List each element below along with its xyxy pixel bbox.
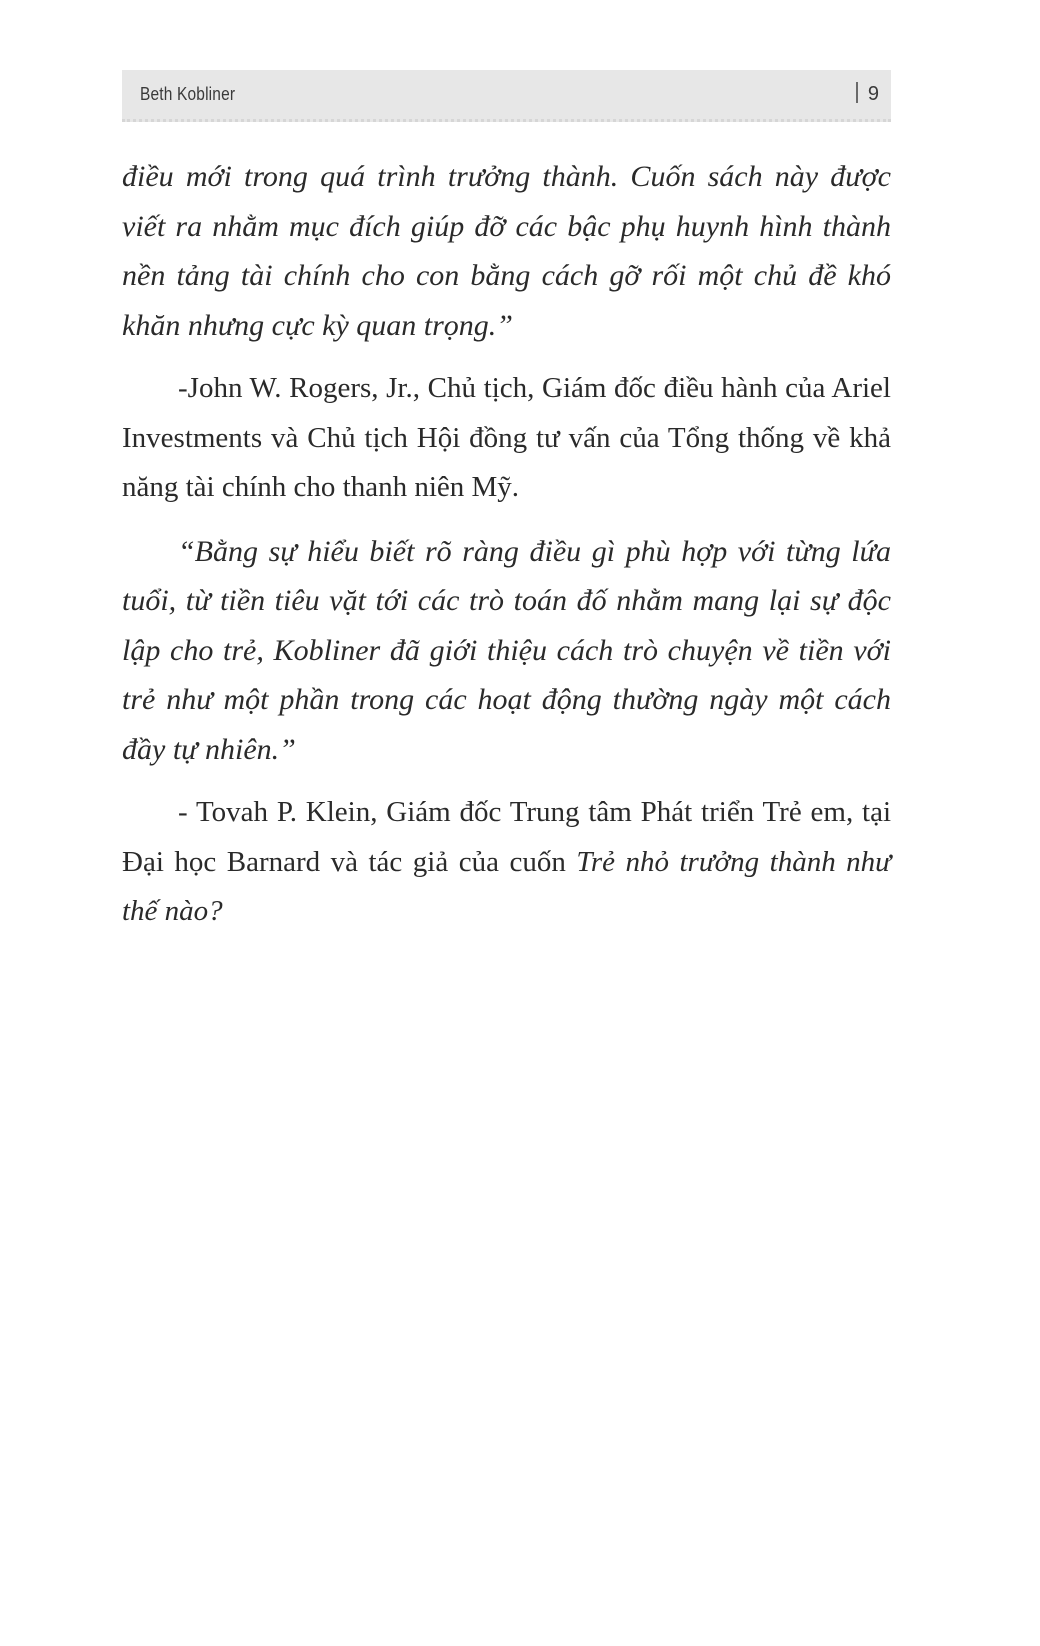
page-number	[856, 82, 879, 106]
attribution-2-text: - Tovah P. Klein, Giám đốc Trung tâm Phát triển Trẻ em, tại Đại học Barnard và tác giả của cuốn	[122, 796, 891, 878]
header-author: Beth Kobliner	[140, 84, 236, 104]
page-body	[122, 152, 891, 937]
attribution-1: -John W. Rogers, Jr., Chủ tịch, Giám đốc điều hành của Ariel Investments và Chủ tịch Hội đồng tư vấn của Tổng thống về khả năng tài chính cho thanh niên Mỹ.	[122, 372, 891, 503]
quote-2: “Bằng sự hiểu biết rõ ràng điều gì phù hợp với từng lứa tuổi, từ tiền tiêu vặt tới các trò toán đố nhằm mang lại sự độc lập cho trẻ, Kobliner đã giới thiệu cách trò chuyện về tiền với trẻ như một phần trong các hoạt động thường ngày một cách đầy tự nhiên.”	[122, 534, 891, 766]
quote-1-continuation: điều mới trong quá trình trưởng thành. Cuốn sách này được viết ra nhằm mục đích giúp đỡ các bậc phụ huynh hình thành nền tảng tài chính cho con bằng cách gỡ rối một chủ đề khó khăn nhưng cực kỳ quan trọng.”	[122, 160, 891, 342]
book-title: Trẻ nhỏ trưởng thành như thế nào?	[122, 845, 892, 927]
attribution-2	[122, 788, 891, 937]
header-divider	[856, 82, 858, 103]
running-header	[122, 70, 891, 122]
page-number-text: 9	[867, 83, 879, 105]
